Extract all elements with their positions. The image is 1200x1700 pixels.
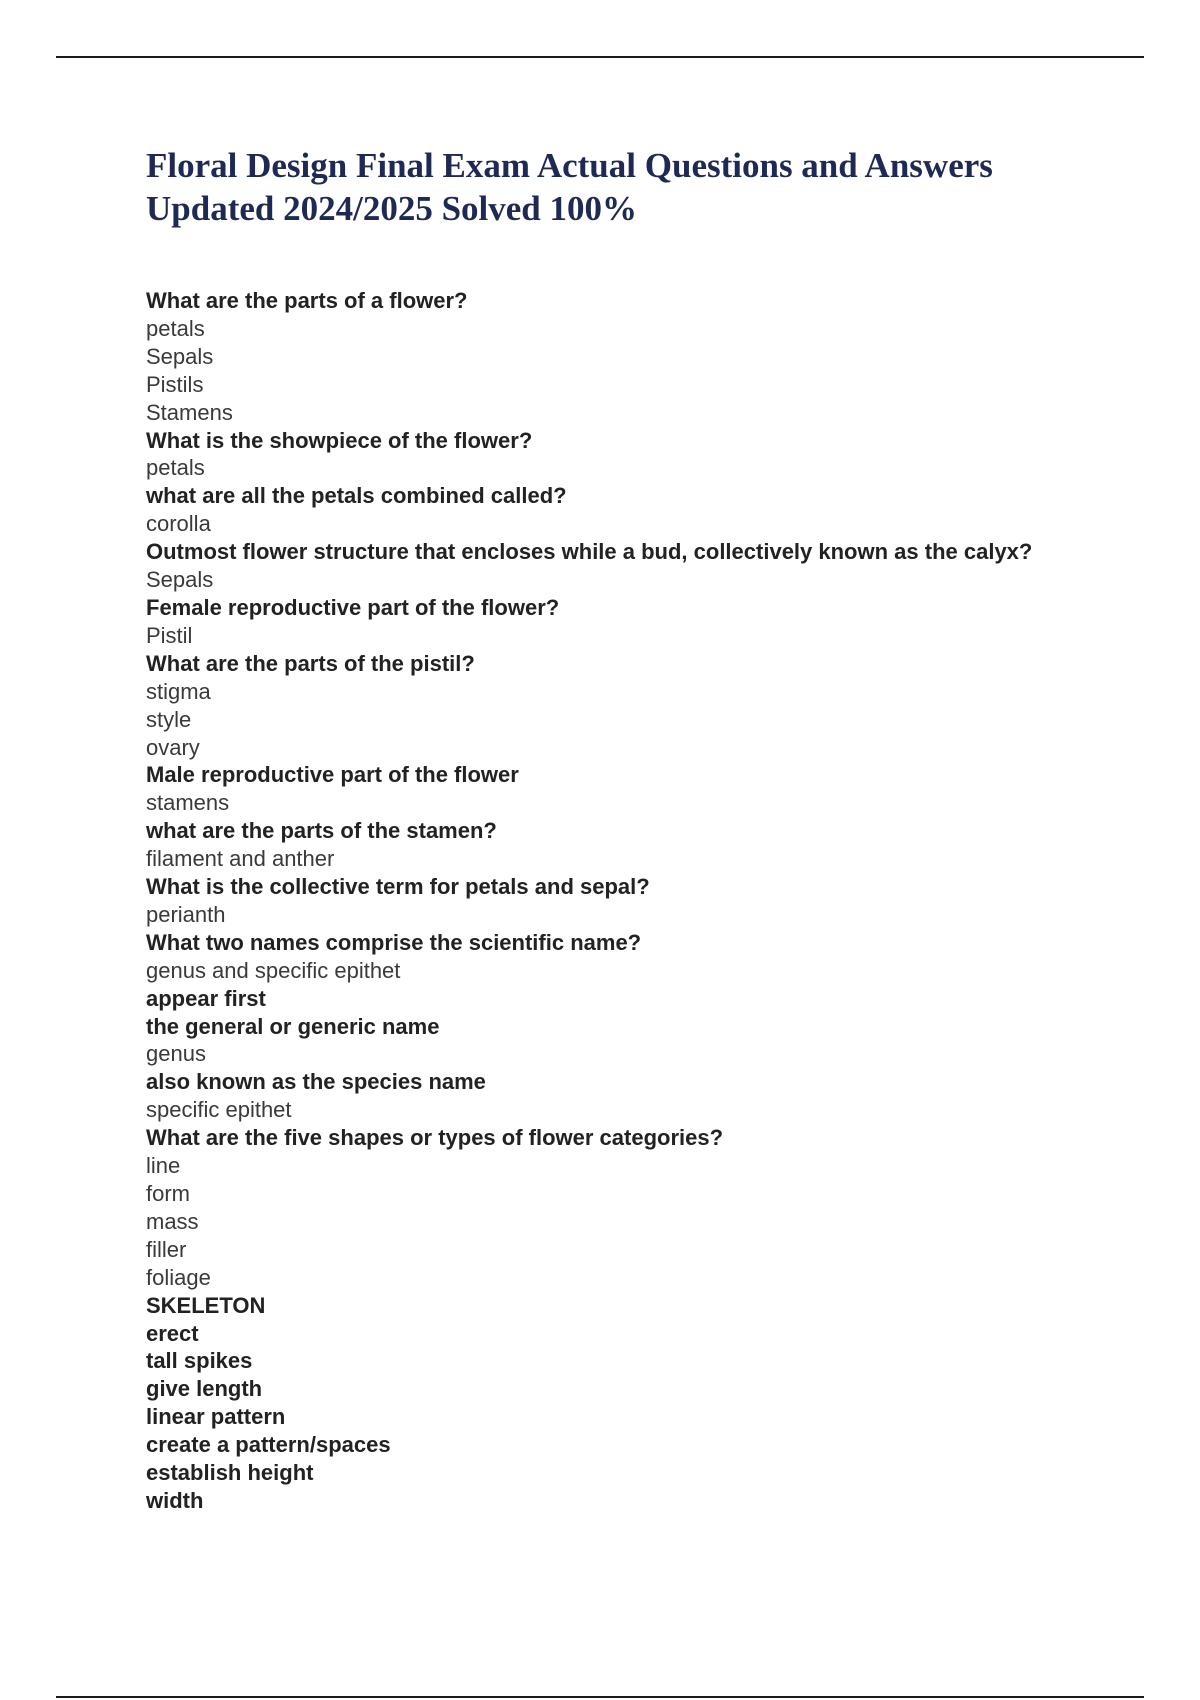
question-line: Female reproductive part of the flower? xyxy=(146,594,560,620)
answer-line: Sepals xyxy=(146,567,214,593)
question-line: also known as the species name xyxy=(146,1069,486,1095)
question-line: give length xyxy=(146,1376,263,1402)
answer-line: stamens xyxy=(146,790,230,816)
question-line: What is the collective term for petals and sepal? xyxy=(146,874,650,900)
answer-line: Pistils xyxy=(146,371,204,397)
answer-line: perianth xyxy=(146,901,226,927)
answer-line: filament and anther xyxy=(146,846,335,872)
top-rule xyxy=(56,56,1144,58)
answer-line: corolla xyxy=(146,511,211,537)
question-line: SKELETON xyxy=(146,1292,266,1318)
answer-line: specific epithet xyxy=(146,1097,292,1123)
bottom-rule xyxy=(56,1696,1144,1698)
answer-line: foliage xyxy=(146,1264,211,1290)
question-line: erect xyxy=(146,1320,199,1346)
answer-line: ovary xyxy=(146,734,200,760)
question-line: linear pattern xyxy=(146,1404,286,1430)
question-line: What two names comprise the scientific name? xyxy=(146,929,642,955)
answer-line: Pistil xyxy=(146,622,193,648)
question-line: appear first xyxy=(146,985,266,1011)
question-line: create a pattern/spaces xyxy=(146,1432,391,1458)
question-line: width xyxy=(146,1487,204,1513)
question-line: Male reproductive part of the flower xyxy=(146,762,519,788)
question-line: What is the showpiece of the flower? xyxy=(146,427,533,453)
answer-line: filler xyxy=(146,1236,187,1262)
answer-line: Stamens xyxy=(146,399,233,425)
answer-line: style xyxy=(146,706,192,732)
answer-line: mass xyxy=(146,1208,199,1234)
answer-line: form xyxy=(146,1181,190,1206)
question-line: What are the five shapes or types of flower categories? xyxy=(146,1125,724,1151)
answer-line: line xyxy=(146,1153,181,1179)
answer-line: Sepals xyxy=(146,343,214,369)
document-title: Floral Design Final Exam Actual Questions and Answers Updated 2024/2025 Solved 100% xyxy=(146,146,993,228)
question-line: establish height xyxy=(146,1460,314,1486)
question-line: what are all the petals combined called? xyxy=(146,483,567,509)
question-line: what are the parts of the stamen? xyxy=(146,818,497,844)
answer-line: petals xyxy=(146,455,205,481)
answer-line: genus xyxy=(146,1041,206,1067)
answer-line: stigma xyxy=(146,678,211,704)
answer-line: petals xyxy=(146,315,205,341)
question-line: Outmost flower structure that encloses while a bud, collectively known as the calyx? xyxy=(146,539,1033,565)
question-line: the general or generic name xyxy=(146,1013,440,1039)
answer-line: genus and specific epithet xyxy=(146,957,401,983)
question-line: What are the parts of the pistil? xyxy=(146,650,475,676)
question-line: tall spikes xyxy=(146,1348,253,1374)
qa-list xyxy=(146,287,1066,1515)
question-line: What are the parts of a flower? xyxy=(146,288,468,313)
